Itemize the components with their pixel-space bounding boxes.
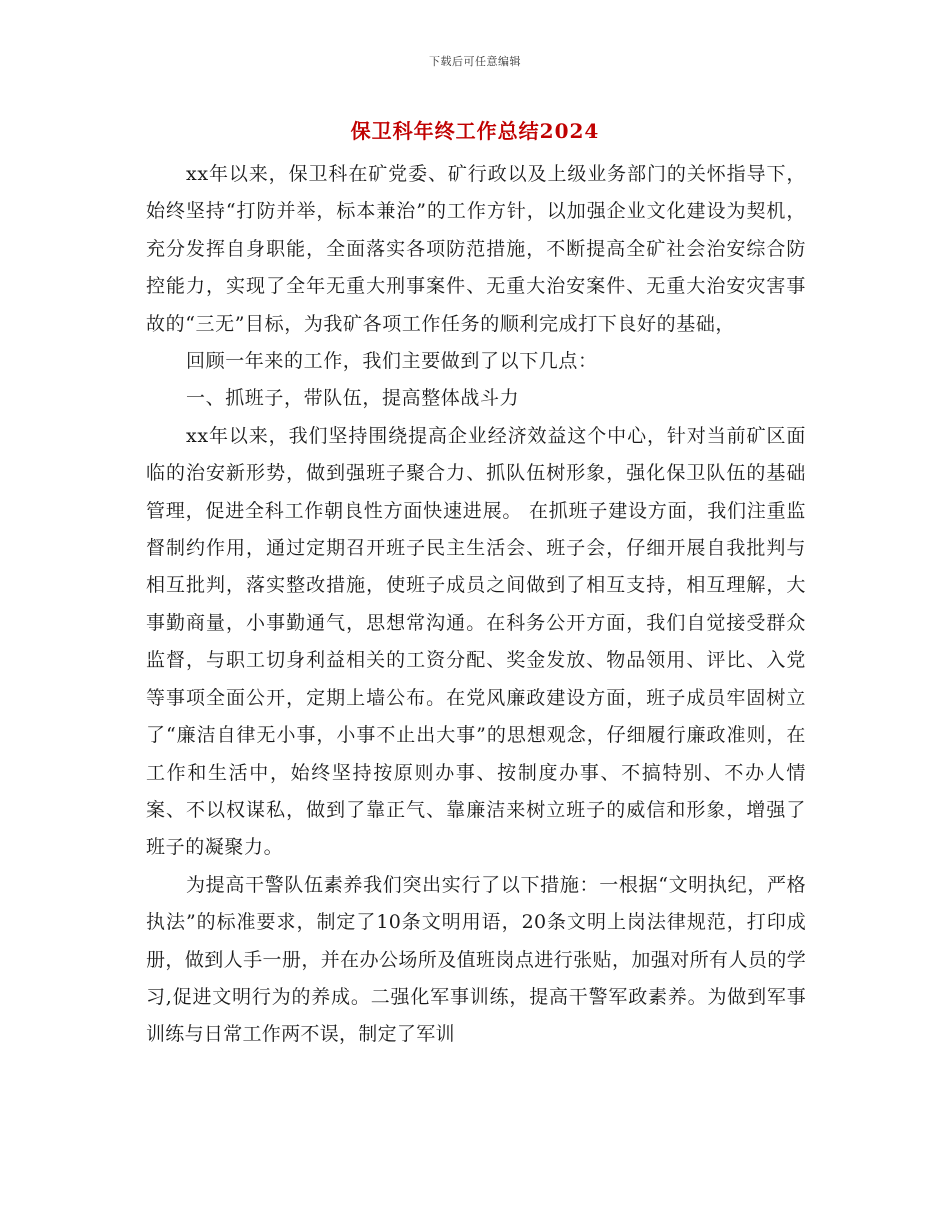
paragraph-intro: xx年以来，保卫科在矿党委、矿行政以及上级业务部门的关怀指导下，始终坚持“打防并举，标本兼治”的工作方针，以加强企业文化建设为契机，充分发挥自身职能，全面落实各项防范措施，不断提高全矿社会治安综合防控能力，实现了全年无重大刑事案件、无重大治安案件、无重大治安灾害事故的“三无”目标，为我矿各项工作任务的顺利完成打下良好的基础， xyxy=(146,163,806,335)
section-heading-1: 一、抓班子，带队伍，提高整体战斗力 xyxy=(186,387,520,410)
header-note: 下载后可任意编辑 xyxy=(429,55,521,68)
paragraph-review: 回顾一年来的工作，我们主要做到了以下几点： xyxy=(186,350,598,373)
document-body xyxy=(146,156,806,1054)
paragraph-quality-measures: 为提高干警队伍素养我们突出实行了以下措施：一根据“文明执纪，严格执法”的标准要求，制定了10条文明用语，20条文明上岗法律规范，打印成册，做到人手一册，并在办公场所及值班岗点进行张贴，加强对所有人员的学习,促进文明行为的养成。二强化军事训练，提高干警军政素养。为做到军事训练与日常工作两不误，制定了军训 xyxy=(146,873,806,1046)
document-title: 保卫科年终工作总结2024 xyxy=(350,119,600,143)
paragraph-team-building: xx年以来，我们坚持围绕提高企业经济效益这个中心，针对当前矿区面临的治安新形势，做到强班子聚合力、抓队伍树形象，强化保卫队伍的基础管理，促进全科工作朝良性方面快速进展。 在抓班子建设方面，我们注重监督制约作用，通过定期召开班子民主生活会、班子会，仔细开展自我批判与相互批判，落实整改措施，使班子成员之间做到了相互支持，相互理解，大事勤商量，小事勤通气，思想常沟通。在科务公开方面，我们自觉接受群众监督，与职工切身利益相关的工资分配、奖金发放、物品领用、评比、入党等事项全面公开，定期上墙公布。在党风廉政建设方面，班子成员牢固树立了“廉洁自律无小事，小事不止出大事”的思想观念，仔细履行廉政准则，在工作和生活中，始终坚持按原则办事、按制度办事、不搞特别、不办人情案、不以权谋私，做到了靠正气、靠廉洁来树立班子的威信和形象，增强了班子的凝聚力。 xyxy=(146,424,806,859)
